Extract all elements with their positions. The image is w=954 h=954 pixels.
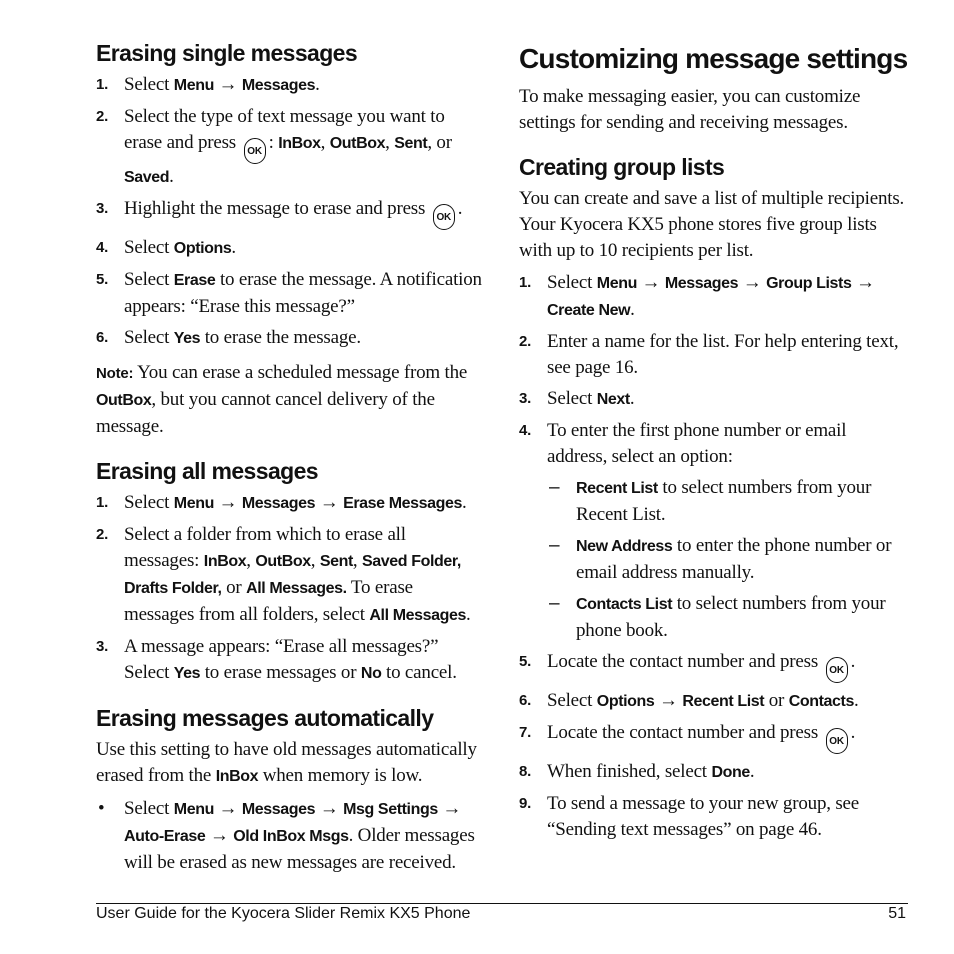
list-item	[519, 759, 909, 786]
ui-term: Recent List	[576, 480, 658, 497]
step-text: Select	[547, 388, 597, 409]
paragraph-auto-erase	[96, 737, 482, 790]
step-text: ,	[320, 132, 330, 153]
step-number: 3.	[96, 200, 109, 217]
ui-term: Messages	[241, 495, 316, 512]
step-number: 2.	[96, 526, 109, 543]
ui-term: InBox	[203, 553, 247, 570]
arrow: →	[213, 74, 242, 95]
step-number: 4.	[96, 239, 109, 256]
list-item	[519, 791, 909, 843]
step-text: Select	[124, 492, 174, 513]
ok-key-icon: OK	[826, 728, 848, 754]
step-text: to select numbers from your phone book.	[576, 593, 886, 641]
arrow: →	[213, 798, 242, 819]
note-scheduled-message	[96, 360, 482, 440]
step-text: Select	[124, 798, 174, 819]
step-text: to cancel.	[381, 662, 457, 683]
ui-term: New Address	[576, 538, 673, 555]
step-text: .	[457, 198, 463, 219]
list-item	[519, 591, 909, 644]
list-item	[519, 386, 909, 413]
step-text: or	[221, 577, 247, 598]
ui-term: Options	[596, 693, 655, 710]
page-number: 51	[888, 905, 906, 922]
heading-erasing-single: Erasing single messages	[96, 40, 358, 66]
dash: –	[549, 593, 560, 614]
list-item	[96, 235, 482, 262]
step-text: Select a folder from which to erase all messages:	[124, 524, 406, 571]
ui-term: Auto-Erase	[124, 828, 206, 845]
step-text: To enter the first phone number or email address, select an option:	[547, 420, 847, 467]
step-text: , or	[427, 132, 452, 153]
step-number: 3.	[519, 390, 532, 407]
ui-term: No	[360, 665, 382, 682]
list-item	[519, 688, 909, 715]
page-title: Customizing message settings	[519, 43, 908, 74]
ui-term: Menu	[173, 801, 214, 818]
list-item	[96, 490, 482, 517]
ui-term: Saved Folder,	[362, 553, 461, 570]
step-text: .	[169, 166, 174, 187]
step-text: .	[315, 74, 320, 95]
ok-key-icon: OK	[433, 204, 455, 230]
list-item	[96, 634, 482, 687]
step-number: 6.	[519, 692, 532, 709]
list-item	[519, 418, 909, 470]
ui-term: Menu	[173, 495, 214, 512]
arrow: →	[205, 825, 234, 846]
ui-term: Messages	[664, 275, 739, 292]
dash: –	[549, 535, 560, 556]
step-text: Highlight the message to erase and press	[124, 198, 430, 219]
step-text: ,	[310, 550, 320, 571]
ui-term: Yes	[173, 330, 201, 347]
step-text: Enter a name for the list. For help entering text, see page 16.	[547, 331, 899, 378]
list-item	[96, 72, 482, 99]
step-text: .	[231, 237, 236, 258]
ui-term: Recent List	[682, 693, 765, 710]
right-column	[519, 38, 909, 848]
step-number: 5.	[96, 271, 109, 288]
step-text: . Older messages will be erased as new messages are received.	[124, 825, 475, 873]
step-text: .	[749, 761, 755, 782]
ui-term: All Messages	[369, 607, 466, 624]
body-text: when memory is low.	[258, 765, 423, 786]
step-text: When finished, select	[547, 761, 712, 782]
left-column	[96, 38, 482, 876]
ui-term: Sent	[394, 135, 428, 152]
step-number: 8.	[519, 763, 532, 780]
steps-erasing-single	[96, 72, 482, 352]
step-number: 4.	[519, 422, 532, 439]
step-number: 1.	[519, 274, 532, 291]
step-text: .	[462, 492, 467, 513]
step-text: Select	[124, 327, 174, 348]
step-number: 5.	[519, 653, 532, 670]
step-number: 2.	[96, 108, 109, 125]
note-text: , but you cannot cancel delivery of the message.	[96, 389, 435, 437]
arrow: →	[654, 690, 683, 711]
step-text: :	[268, 132, 279, 153]
ui-term: Options	[173, 240, 232, 257]
ui-term: Msg Settings	[343, 801, 438, 818]
step-number: 6.	[96, 329, 109, 346]
ui-term: All Messages.	[246, 580, 347, 597]
step-text: Select	[124, 237, 174, 258]
step-text: .	[853, 690, 859, 711]
step-text: .	[629, 388, 635, 409]
ui-term: Messages	[241, 801, 316, 818]
arrow: →	[636, 272, 665, 293]
paragraph-group-intro: You can create and save a list of multiple recipients. Your Kyocera KX5 phone stores five group lists with up to 10 recipients per list.	[519, 188, 905, 261]
ui-term: Contacts	[788, 693, 854, 710]
heading-erasing-all: Erasing all messages	[96, 458, 318, 484]
step-text: Select	[124, 74, 174, 95]
ui-term: OutBox	[329, 135, 386, 152]
ui-term: Erase	[173, 272, 216, 289]
steps-group-lists	[519, 270, 909, 470]
step-number: 1.	[96, 494, 109, 511]
ui-term: Create New	[547, 302, 631, 319]
step-text: .	[630, 299, 635, 320]
list-item	[96, 104, 482, 191]
step-number: 9.	[519, 795, 532, 812]
step-text: Locate the contact number and press	[547, 722, 823, 743]
options-list	[519, 475, 909, 644]
step-text: .	[850, 651, 856, 672]
ui-term: Messages	[241, 77, 316, 94]
note-label: Note:	[96, 365, 134, 382]
steps-erasing-all	[96, 490, 482, 687]
step-text: to enter the phone number or email address manually.	[576, 535, 892, 583]
ui-term: OutBox	[96, 392, 152, 409]
ui-term: Saved	[124, 169, 170, 186]
ui-term: Contacts List	[576, 596, 673, 613]
step-text: ,	[352, 550, 363, 571]
list-item	[96, 267, 482, 320]
step-text: to erase the message.	[200, 327, 361, 348]
step-number: 7.	[519, 724, 532, 741]
list-item	[519, 649, 909, 683]
step-text: .	[850, 722, 856, 743]
list-item	[96, 325, 482, 352]
step-text: or	[764, 690, 789, 711]
heading-erasing-auto: Erasing messages automatically	[96, 705, 434, 731]
body-text: Use this setting to have old messages automatically erased from the	[96, 739, 477, 786]
ui-term: Menu	[596, 275, 637, 292]
step-text: To send a message to your new group, see “Sending text messages” on page 46.	[547, 793, 860, 840]
step-text: .	[466, 604, 471, 625]
ui-term: Next	[596, 391, 630, 408]
step-text: ,	[246, 550, 256, 571]
list-item	[519, 270, 909, 324]
ui-term: InBox	[215, 768, 259, 785]
step-text: Select the type of text message you want to erase and press	[124, 106, 445, 153]
list-item	[519, 329, 909, 381]
footer-title: User Guide for the Kyocera Slider Remix KX5 Phone	[96, 905, 471, 922]
step-number: 3.	[96, 638, 109, 655]
ok-key-icon: OK	[244, 138, 266, 164]
note-text: You can erase a scheduled message from the	[133, 362, 468, 383]
step-text: A message appears: “Erase all messages?” Select	[124, 636, 439, 683]
list-item	[519, 720, 909, 754]
arrow: →	[437, 798, 462, 819]
ui-term: Yes	[173, 665, 201, 682]
bullets-auto-erase	[96, 796, 482, 876]
step-number: 1.	[96, 76, 109, 93]
step-text: Select	[124, 269, 174, 290]
step-number: 2.	[519, 333, 532, 350]
paragraph-intro: To make messaging easier, you can customize settings for sending and receiving messages.	[519, 86, 861, 133]
ui-term: Group Lists	[766, 275, 852, 292]
bullet: •	[98, 798, 105, 819]
ui-term: Old InBox Msgs	[233, 828, 349, 845]
arrow: →	[851, 272, 875, 293]
step-text: to select numbers from your Recent List.	[576, 477, 872, 525]
footer-divider	[96, 903, 908, 904]
list-item	[96, 796, 482, 876]
list-item	[96, 196, 482, 230]
list-item	[519, 533, 909, 586]
ui-term: InBox	[278, 135, 321, 152]
arrow: →	[315, 492, 344, 513]
ui-term: Done	[711, 764, 750, 781]
arrow: →	[315, 798, 344, 819]
ui-term: Drafts Folder,	[124, 580, 222, 597]
step-text: Locate the contact number and press	[547, 651, 823, 672]
step-text: Select	[547, 272, 597, 293]
step-text: ,	[385, 132, 395, 153]
step-text: to erase the message. A notification appears: “Erase this message?”	[124, 269, 482, 317]
step-text: to erase messages or	[200, 662, 361, 683]
step-text: To erase messages from all folders, select	[124, 577, 413, 625]
steps-group-lists-continued	[519, 649, 909, 843]
arrow: →	[738, 272, 767, 293]
step-text: Select	[547, 690, 597, 711]
ui-term: Menu	[173, 77, 214, 94]
list-item	[519, 475, 909, 528]
ui-term: Erase Messages	[343, 495, 463, 512]
ok-key-icon: OK	[826, 657, 848, 683]
arrow: →	[213, 492, 242, 513]
heading-group-lists: Creating group lists	[519, 154, 725, 180]
dash: –	[549, 477, 560, 498]
ui-term: OutBox	[255, 553, 311, 570]
ui-term: Sent	[319, 553, 353, 570]
list-item	[96, 522, 482, 629]
